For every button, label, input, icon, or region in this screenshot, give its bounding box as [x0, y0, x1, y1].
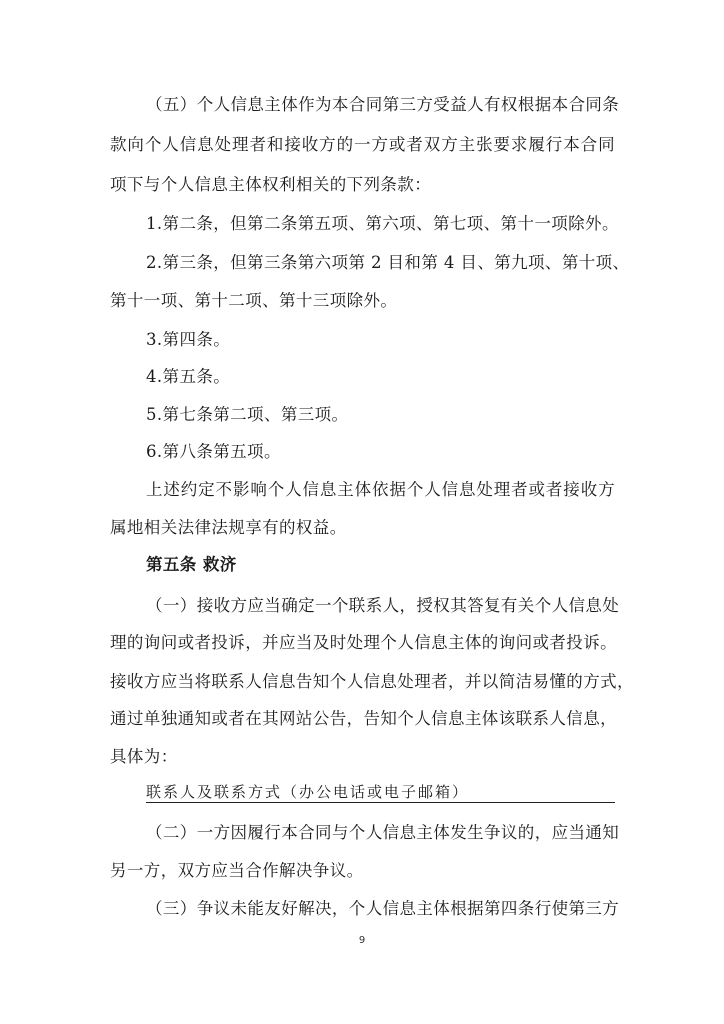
list-item: 4.第五条。 [146, 367, 231, 386]
paragraph-line: 接收方应当将联系人信息告知个人信息处理者，并以简洁易懂的方式， [110, 672, 634, 691]
paragraph-line: （二）一方因履行本合同与个人信息主体发生争议的，应当通知 [146, 823, 620, 842]
section-heading: 第五条 救济 [146, 555, 237, 574]
list-item: 3.第四条。 [146, 330, 231, 349]
paragraph-line: 款向个人信息处理者和接收方的一方或者双方主张要求履行本合同 [110, 135, 615, 154]
paragraph-line: 具体为： [110, 747, 178, 766]
paragraph-line: （一）接收方应当确定一个联系人，授权其答复有关个人信息处 [146, 596, 620, 615]
list-item: 1.第二条，但第二条第五项、第六项、第七项、第十一项除外。 [146, 214, 619, 233]
paragraph-line: 属地相关法律法规享有的权益。 [110, 518, 347, 537]
contact-underline [146, 802, 615, 803]
paragraph-line: 上述约定不影响个人信息主体依据个人信息处理者或者接收方 [146, 480, 615, 499]
paragraph-line: （五）个人信息主体作为本合同第三方受益人有权根据本合同条 [146, 95, 620, 114]
page-number: 9 [358, 935, 366, 946]
paragraph-line: 理的询问或者投诉，并应当及时处理个人信息主体的询问或者投诉。 [110, 633, 617, 652]
list-item-continuation: 第十一项、第十二项、第十三项除外。 [110, 291, 398, 310]
list-item: 6.第八条第五项。 [146, 442, 281, 461]
paragraph-line: （三）争议未能友好解决，个人信息主体根据第四条行使第三方 [146, 899, 620, 918]
paragraph-line: 通过单独通知或者在其网站公告，告知个人信息主体该联系人信息， [110, 709, 617, 728]
paragraph-line: 另一方，双方应当合作解决争议。 [110, 861, 364, 880]
contact-fill-in-field: 联系人及联系方式（办公电话或电子邮箱） [146, 783, 470, 801]
list-item: 2.第三条，但第三条第六项第 2 目和第 4 目、第九项、第十项、 [146, 253, 630, 272]
paragraph-line: 项下与个人信息主体权利相关的下列条款： [110, 175, 432, 194]
list-item: 5.第七条第二项、第三项。 [146, 405, 349, 424]
